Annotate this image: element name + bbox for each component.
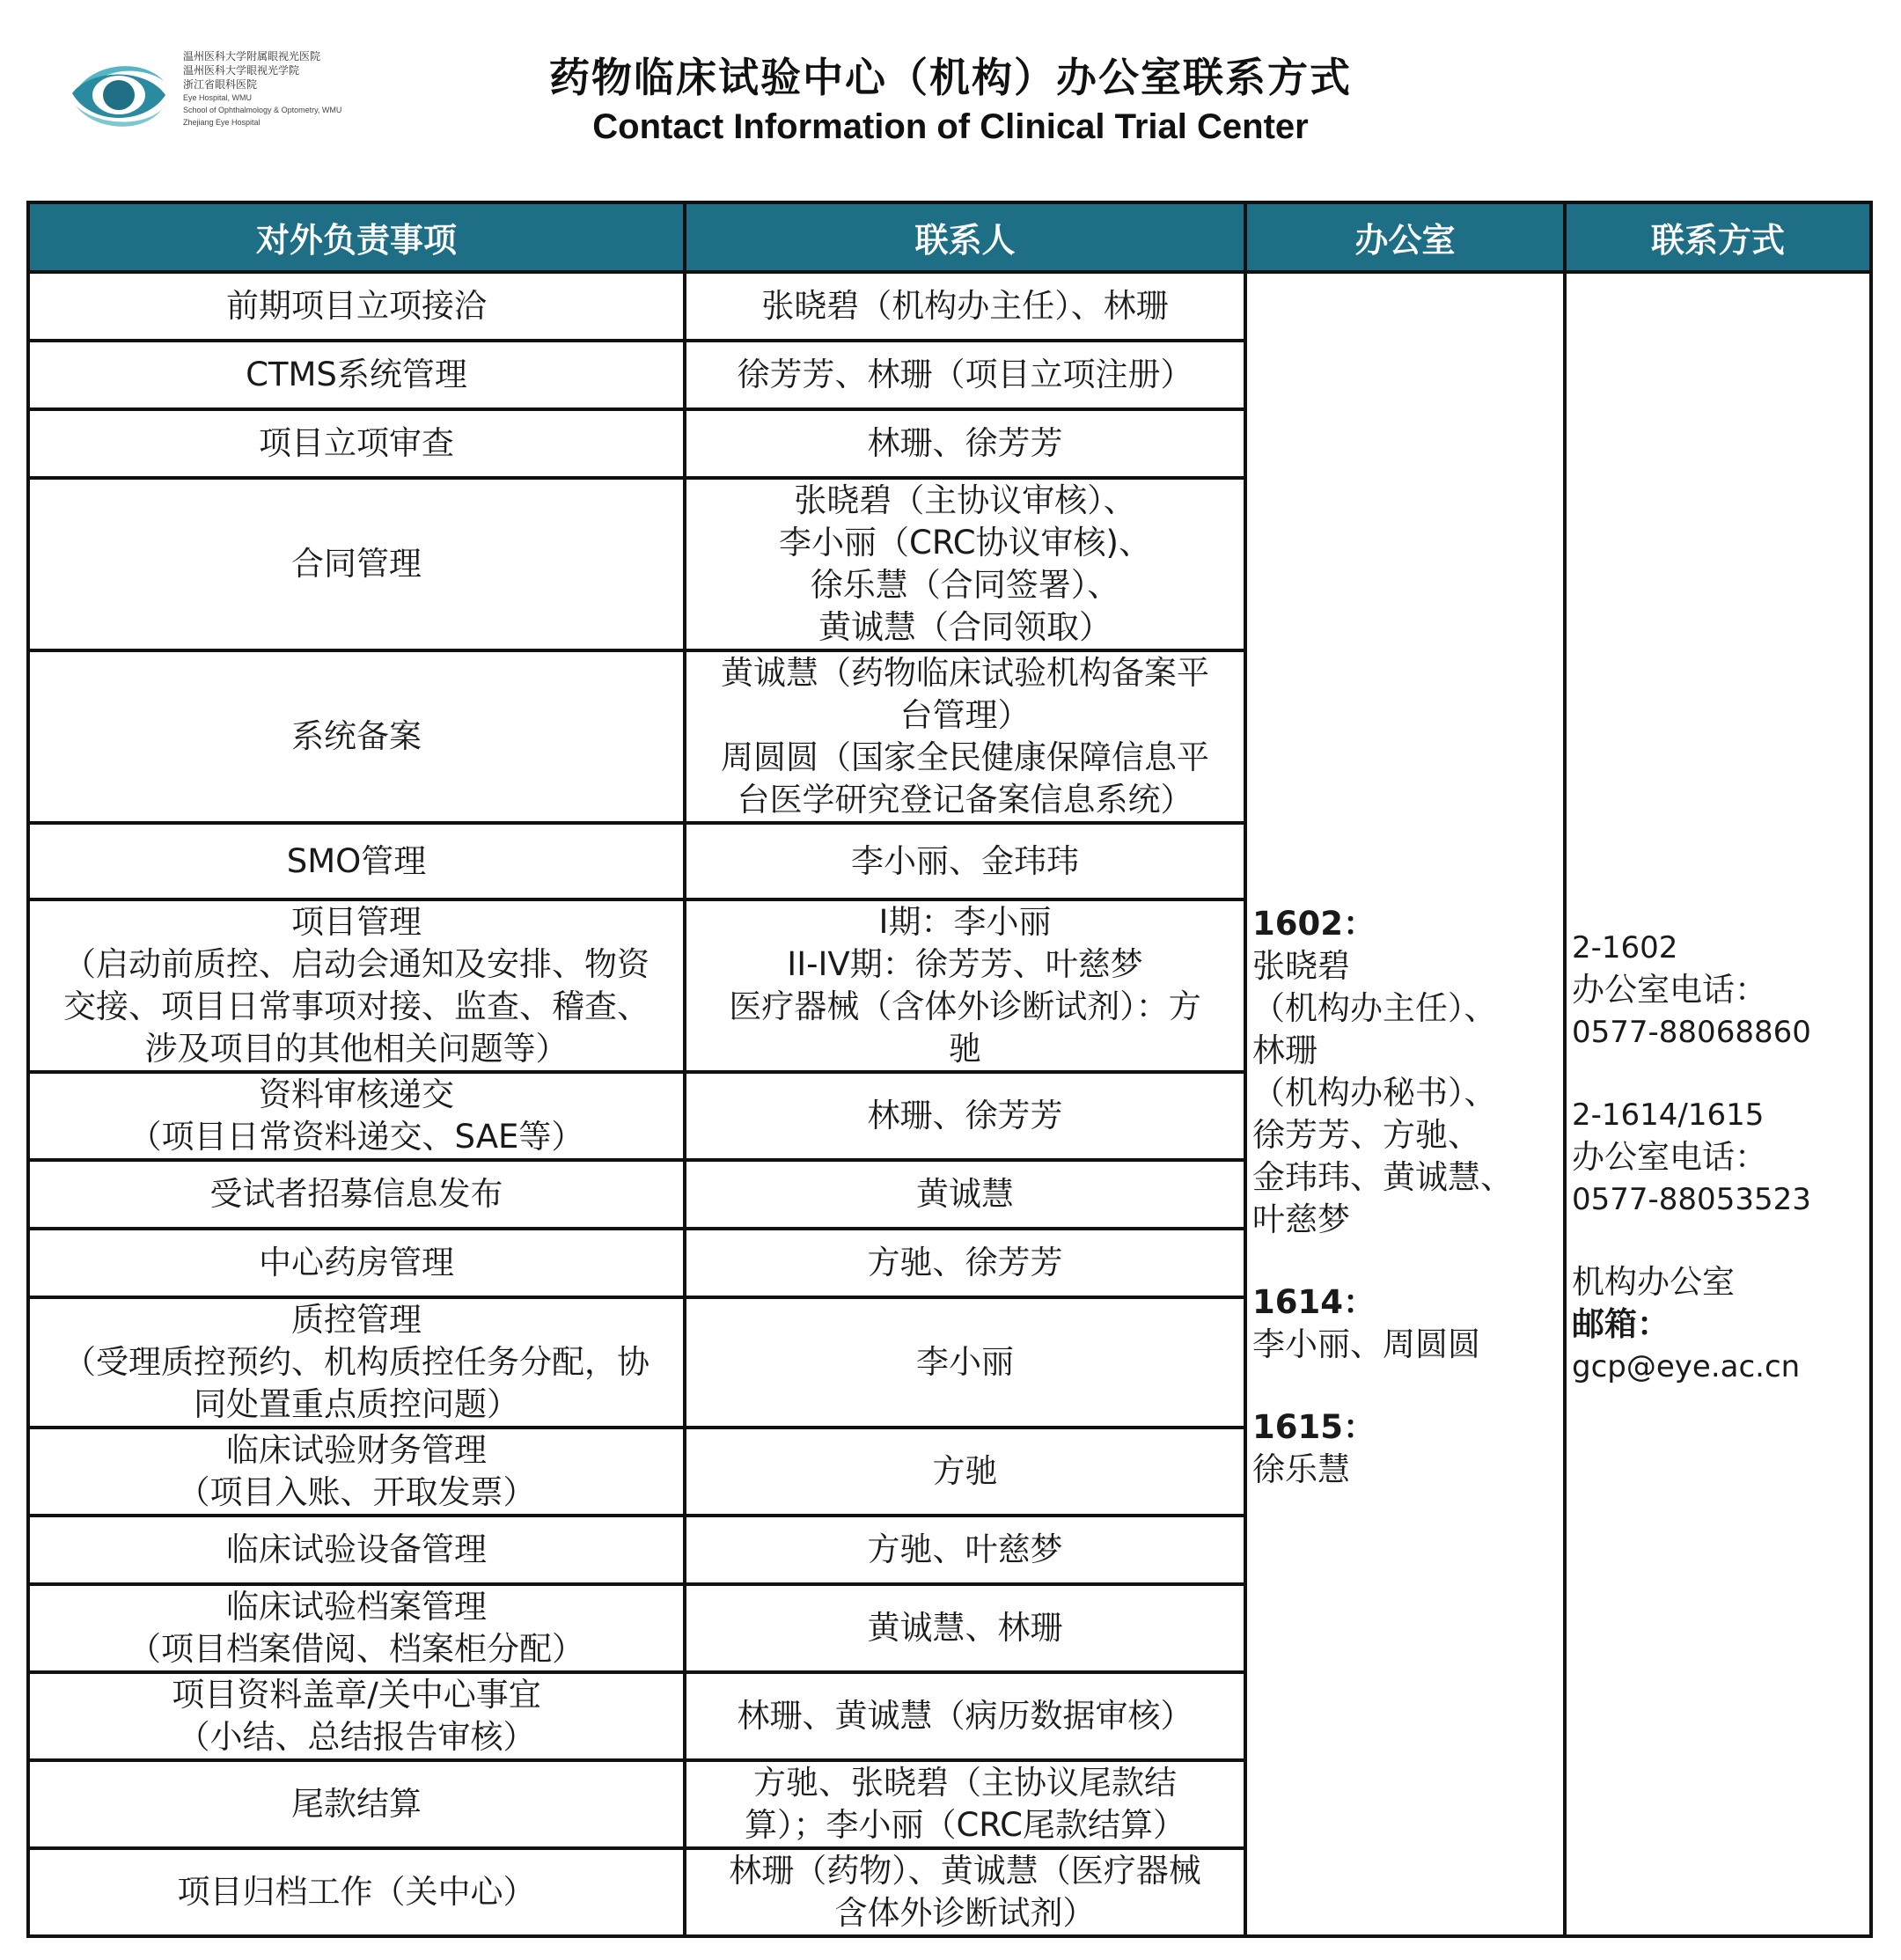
contact-person-text: 张晓碧（主协议审核）、 [794,481,1136,519]
duty-cell [28,1760,685,1848]
contact-block [1572,1094,1864,1221]
duty-text: （启动前质控、启动会通知及安排、物资 [63,945,650,983]
contact-person-cell [685,1848,1245,1936]
contact-room: 2-1602 [1572,929,1678,965]
contact-person-text: 算）；李小丽（CRC尾款结算） [744,1806,1186,1844]
contact-person-text: II-IV期：徐芳芳、叶慈梦 [787,945,1143,983]
contact-person-text: 徐芳芳、林珊（项目立项注册） [737,356,1193,393]
office-room-number: 1615： [1252,1407,1376,1446]
contact-person-cell [685,272,1245,341]
contact-person-text: 林珊、徐芳芳 [867,424,1063,462]
contact-label: 办公室电话： [1572,1137,1767,1176]
duty-text: 尾款结算 [291,1785,422,1823]
duty-cell [28,1229,685,1297]
duty-text: 质控管理 [291,1301,422,1339]
contact-person-text: 张晓碧（机构办主任）、林珊 [761,287,1169,325]
contact-person-text: 林珊、徐芳芳 [867,1097,1063,1134]
contact-block [1572,1261,1864,1388]
office-block [1252,1406,1558,1491]
logo-cn-line: 温州医科大学附属眼视光医院 [183,50,321,62]
contact-person-cell [685,1672,1245,1760]
contact-person-cell [685,478,1245,650]
column-header-person: 联系人 [685,202,1245,272]
duty-cell [28,478,685,650]
logo-cn-line: 浙江省眼科医院 [183,78,258,91]
contact-person-cell [685,1428,1245,1516]
contact-person-text: 台医学研究登记备案信息系统） [737,781,1193,819]
contact-person-cell [685,341,1245,409]
duty-text: （小结、总结报告审核） [177,1718,536,1756]
duty-cell [28,1848,685,1936]
contact-person-text: 黄诚慧（合同领取） [818,608,1112,646]
contact-person-cell [685,409,1245,478]
contact-person-cell [685,1760,1245,1848]
duty-text: 项目资料盖章/关中心事宜 [172,1676,541,1714]
office-staff-text: 张晓碧 [1252,946,1350,985]
contact-person-cell [685,650,1245,823]
duty-text: 临床试验档案管理 [226,1588,487,1626]
contact-person-text: 徐乐慧（合同签署）、 [810,566,1120,604]
duty-cell [28,650,685,823]
contact-person-text: 李小丽（CRC协议审核)、 [779,524,1151,562]
contact-person-text: 方驰 [932,1452,998,1490]
contact-person-text: 李小丽 [916,1343,1014,1381]
contact-person-text: 驰 [949,1030,981,1068]
duty-text: 交接、项目日常事项对接、监查、稽查、 [63,987,650,1025]
contact-person-cell [685,1072,1245,1160]
duty-cell [28,899,685,1072]
duty-text: 受试者招募信息发布 [209,1175,503,1213]
office-staff-text: 叶慈梦 [1252,1200,1350,1238]
office-room-number: 1602： [1252,904,1376,943]
contact-person-cell [685,823,1245,899]
office-staff-text: （机构办主任）、 [1252,988,1497,1027]
contact-label: 邮箱： [1572,1304,1670,1343]
contact-block [1572,927,1864,1053]
duty-cell [28,1516,685,1584]
contact-person-text: 黄诚慧（药物临床试验机构备案平 [721,654,1209,692]
duty-cell [28,1428,685,1516]
contact-person-text: 林珊、黄诚慧（病历数据审核） [737,1697,1193,1735]
office-staff-text: （机构办秘书）、 [1252,1073,1497,1112]
duty-text: （项目日常资料递交、SAE等） [128,1118,584,1156]
duty-cell [28,341,685,409]
duty-text: 临床试验财务管理 [226,1431,487,1469]
duty-text: （项目入账、开取发票） [177,1473,536,1511]
table-header-row [28,202,1871,272]
duty-text: 临床试验设备管理 [226,1531,487,1568]
office-staff-text: 林珊 [1252,1031,1317,1069]
contact-person-text: 方驰、徐芳芳 [867,1244,1063,1281]
duty-cell [28,272,685,341]
office-staff-text: 徐乐慧 [1252,1450,1350,1488]
contact-label: 办公室电话： [1572,970,1767,1009]
duty-cell [28,1072,685,1160]
contact-person-text: 黄诚慧、林珊 [867,1609,1063,1647]
office-staff-text: 徐芳芳、方驰、 [1252,1115,1480,1154]
contact-person-text: 方驰、叶慈梦 [867,1531,1063,1568]
logo-en-line: Zhejiang Eye Hospital [183,118,261,127]
contact-person-cell [685,899,1245,1072]
column-header-duty: 对外负责事项 [28,202,685,272]
logo-cn-line: 温州医科大学眼视光学院 [183,64,300,77]
contact-person-text: 周圆圆（国家全民健康保障信息平 [721,738,1209,776]
contact-room: 机构办公室 [1572,1262,1735,1301]
page-title-en: Contact Information of Clinical Trial Center [592,107,1309,146]
contact-person-text: 黄诚慧 [916,1175,1014,1213]
logo-en-line: Eye Hospital, WMU [183,93,253,102]
duty-cell [28,409,685,478]
duty-text: 前期项目立项接洽 [226,287,487,325]
office-block [1252,903,1558,1241]
duty-cell [28,1160,685,1229]
office-room-number: 1614： [1252,1282,1376,1321]
logo-en-line: School of Ophthalmology & Optometry, WMU [183,106,342,114]
office-cell [1245,272,1565,1936]
office-staff-text: 李小丽、周圆圆 [1252,1325,1480,1363]
duty-text: SMO管理 [286,841,427,880]
office-block [1252,1281,1558,1366]
duty-text: （项目档案借阅、档案柜分配） [128,1630,584,1668]
contact-person-text: 方驰、张晓碧（主协议尾款结 [753,1764,1177,1802]
duty-text: 项目管理 [291,903,422,941]
duty-text: 系统备案 [291,717,422,755]
duty-text: 资料审核递交 [259,1075,454,1113]
column-header-contact: 联系方式 [1565,202,1871,272]
contact-person-text: 医疗器械（含体外诊断试剂）：方 [729,987,1201,1025]
duty-text: 涉及项目的其他相关问题等） [144,1030,569,1068]
contact-table [26,201,1873,1938]
contact-info-cell [1565,272,1871,1936]
contact-person-cell [685,1229,1245,1297]
duty-cell [28,1584,685,1672]
duty-text: （受理质控预约、机构质控任务分配，协 [63,1343,650,1381]
table-row [28,272,1871,341]
contact-room: 2-1614/1615 [1572,1097,1765,1133]
duty-text: 中心药房管理 [259,1244,454,1281]
contact-person-cell [685,1584,1245,1672]
column-header-office: 办公室 [1245,202,1565,272]
duty-cell [28,1672,685,1760]
duty-cell [28,823,685,899]
duty-cell [28,1297,685,1428]
office-staff-text: 金玮玮、黄诚慧、 [1252,1157,1513,1196]
email-address: gcp@eye.ac.cn [1572,1348,1801,1384]
contact-person-text: 含体外诊断试剂） [834,1894,1096,1932]
duty-text: CTMS系统管理 [246,356,467,393]
contact-person-cell [685,1160,1245,1229]
phone-number: 0577-88068860 [1572,1014,1811,1050]
contact-person-text: 林珊（药物）、黄诚慧（医疗器械 [729,1852,1201,1890]
duty-text: 合同管理 [291,545,422,583]
duty-text: 项目立项审查 [259,424,454,462]
duty-text: 项目归档工作（关中心） [177,1873,536,1911]
contact-person-cell [685,1297,1245,1428]
phone-number: 0577-88053523 [1572,1181,1811,1217]
page-title-cn: 药物临床试验中心（机构）办公室联系方式 [549,54,1352,101]
duty-text: 同处置重点质控问题） [194,1385,519,1423]
contact-person-text: 台管理） [899,696,1031,734]
contact-person-cell [685,1516,1245,1584]
contact-person-text: I期：李小丽 [878,903,1052,941]
contact-person-text: 李小丽、金玮玮 [851,841,1079,880]
